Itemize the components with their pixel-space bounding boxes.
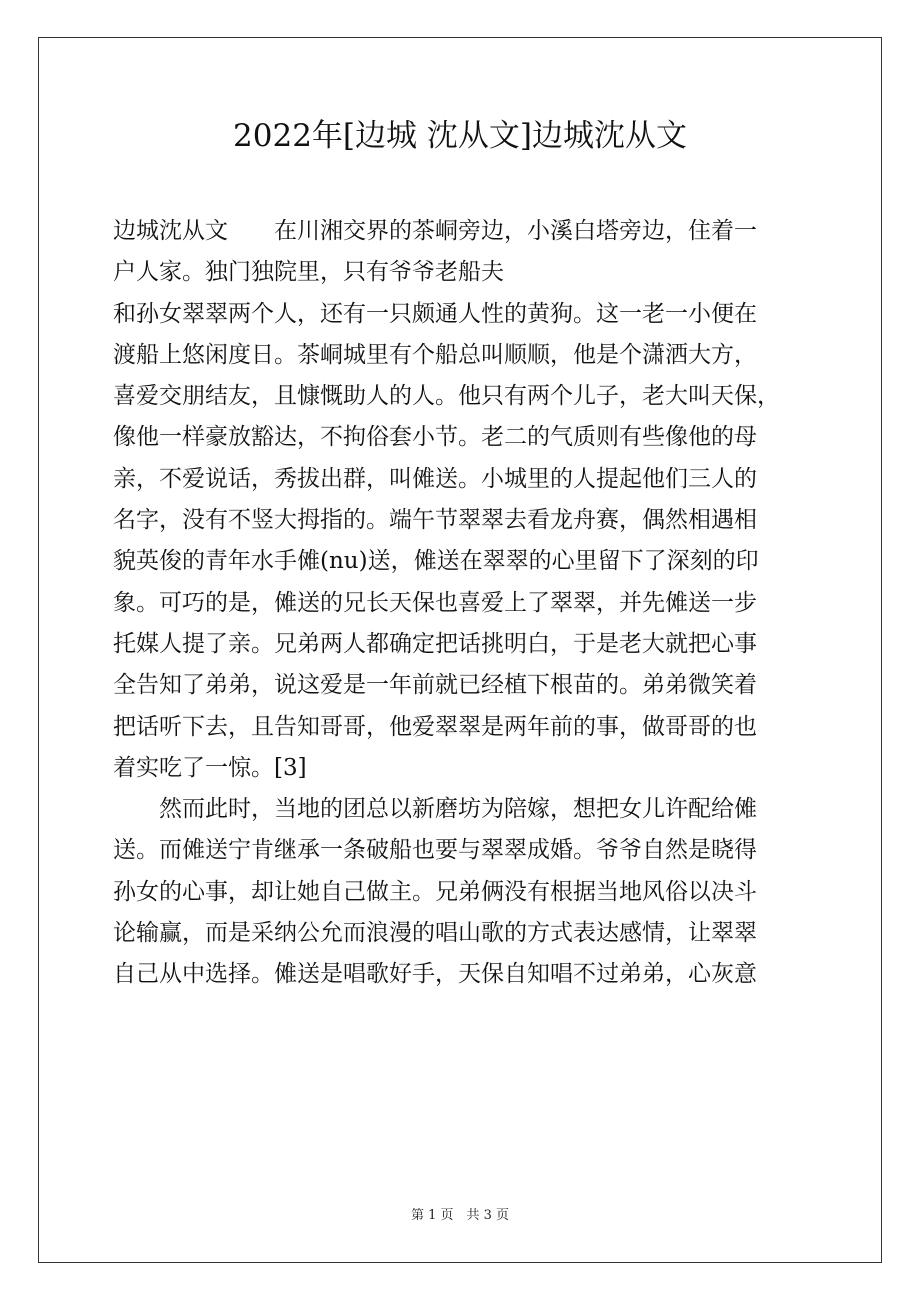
- document-title: 2022年[边城 沈从文]边城沈从文: [233, 118, 687, 154]
- body-line: 亲，不爱说话，秀拔出群，叫傩送。小城里的人提起他们三人的: [113, 465, 757, 492]
- body-line: 户人家。独门独院里，只有爷爷老船夫: [113, 259, 504, 286]
- body-line: 托媒人提了亲。兄弟两人都确定把话挑明白，于是老大就把心事: [113, 630, 757, 657]
- page-number-footer: 第 1 页 共 3 页: [410, 1208, 510, 1223]
- body-line: 孙女的心事，却让她自己做主。兄弟俩没有根据当地风俗以决斗: [113, 878, 757, 905]
- paragraph-start-line: 然而此时，当地的团总以新磨坊为陪嫁，想把女儿许配给傩: [159, 796, 757, 823]
- body-line: 像他一样豪放豁达，不拘俗套小节。老二的气质则有些像他的母: [113, 424, 757, 451]
- body-line: 全告知了弟弟，说这爱是一年前就已经植下根苗的。弟弟微笑着: [113, 672, 757, 699]
- body-line: 喜爱交朋结友，且慷慨助人的人。他只有两个儿子，老大叫天保，: [113, 383, 780, 410]
- body-line: 论输赢，而是采纳公允而浪漫的唱山歌的方式表达感情，让翠翠: [113, 920, 757, 947]
- body-line: 和孙女翠翠两个人，还有一只颇通人性的黄狗。这一老一小便在: [113, 300, 757, 327]
- body-line: 送。而傩送宁肯继承一条破船也要与翠翠成婚。爷爷自然是晓得: [113, 837, 757, 864]
- body-line: 自己从中选择。傩送是唱歌好手，天保自知唱不过弟弟，心灰意: [113, 961, 757, 988]
- body-line: 着实吃了一惊。[3]: [113, 754, 307, 781]
- body-line: 把话听下去，且告知哥哥，他爱翠翠是两年前的事，做哥哥的也: [113, 713, 757, 740]
- body-line: 貌英俊的青年水手傩(nu)送，傩送在翠翠的心里留下了深刻的印: [113, 548, 759, 575]
- body-line: 边城沈从文 在川湘交界的茶峒旁边，小溪白塔旁边，住着一: [113, 218, 757, 244]
- body-line: 名字，没有不竖大拇指的。端午节翠翠去看龙舟赛，偶然相遇相: [113, 507, 757, 534]
- document-body: [113, 211, 813, 996]
- body-line: 象。可巧的是，傩送的兄长天保也喜爱上了翠翠，并先傩送一步: [113, 589, 757, 616]
- body-line: 渡船上悠闲度日。茶峒城里有个船总叫顺顺，他是个潇洒大方，: [113, 341, 757, 368]
